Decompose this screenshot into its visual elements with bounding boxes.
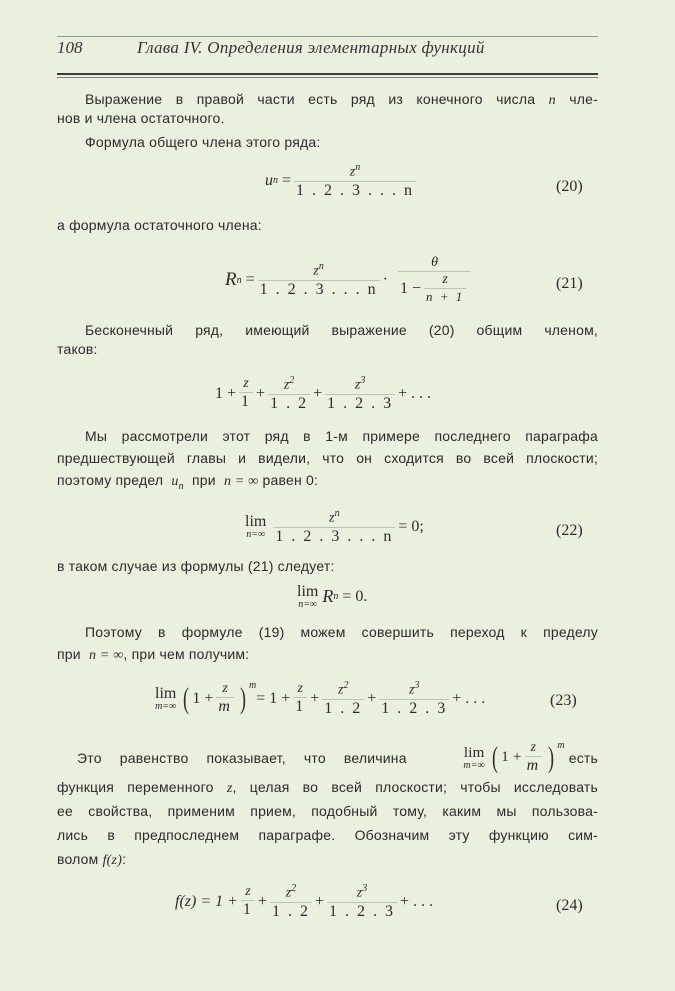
text-line: предшествующей главы и видели, что он сходится во всей плоскости; xyxy=(57,450,598,466)
text-line: в таком случае из формулы (21) следует: xyxy=(57,558,335,574)
chapter-title: Глава IV. Определения элементарных функций xyxy=(137,38,485,57)
text-line: Поэтому в формуле (19) можем совершить переход к пределу xyxy=(85,624,598,640)
equation-label: (24) xyxy=(556,897,583,914)
inline-limit: lim m=∞ ( 1 + $\frac{z}{m}$ ) $^m$ есть xyxy=(463,740,598,774)
text-line: Выражение в правой части есть ряд из конечного числа n чле- xyxy=(85,91,599,108)
header-rule-top xyxy=(57,36,598,37)
equation-label: (22) xyxy=(556,522,583,539)
text-line: волом f(z): xyxy=(57,851,127,868)
text-line: Мы рассмотрели этот ряд в 1-м примере последнего параграфа xyxy=(85,428,598,444)
equation-21: R n = $\frac{z^n}{1 . 2 . 3 . . . n}$ · θ 1 − $\frac{z}{n + 1}$ xyxy=(225,255,474,305)
text-line: Это равенство показывает, что величина lim m=∞ ( 1 + $\frac{z}{m}$ ) $^m$ есть xyxy=(77,740,598,774)
text-line: лись в предпоследнем параграфе. Обозначим эту функцию сим- xyxy=(57,827,598,843)
text-line: поэтому предел $u_n$ при n = ∞ равен 0: xyxy=(57,472,319,492)
page-number: 108 xyxy=(57,38,83,57)
text-line: а формула остаточного члена: xyxy=(57,217,262,233)
equation-23: lim m=∞ ( 1 + $\frac{z}{m}$ ) $^m$ = 1 + $\frac{z}{1}$ + $\frac{z^2}{1 . 2}$ + $\frac{z^3}{1 . 2 . 3}$ + . . . xyxy=(155,680,486,717)
text-line: функция переменного z, целая во всей плоскости; чтобы исследовать xyxy=(57,779,599,796)
text-line: ее свойства, применим прием, подобный тому, каким мы пользова- xyxy=(57,803,598,819)
header-rule-bottom xyxy=(57,73,598,75)
equation-lim-R: lim n=∞ R n = 0. xyxy=(297,583,368,610)
series-equation: 1 + $\frac{z}{1}$ + $\frac{z^2}{1 . 2}$ + $\frac{z^3}{1 . 2 . 3}$ + . . . xyxy=(215,375,432,412)
text-line: Формула общего члена этого ряда: xyxy=(85,134,321,150)
equation-24: f(z) = 1 + $\frac{z}{1}$ + $\frac{z^2}{1 . 2}$ + $\frac{z^3}{1 . 2 . 3}$ + . . . xyxy=(175,883,434,920)
equation-label: (23) xyxy=(550,692,577,709)
equation-20: u n = $\frac{z^n}{1 . 2 . 3 . . . n}$ xyxy=(265,162,415,199)
equation-label: (21) xyxy=(556,275,583,292)
text-line: таков: xyxy=(57,341,98,357)
header-rule-bottom-thin xyxy=(57,77,598,78)
equation-22: lim n=∞ $\frac{z^n}{1 . 2 . 3 . . . n}$ = 0; xyxy=(245,508,424,545)
text-line: нов и члена остаточного. xyxy=(57,110,225,126)
equation-label: (20) xyxy=(556,178,583,195)
text-line: при n = ∞, при чем получим: xyxy=(57,646,250,663)
text-line: Бесконечный ряд, имеющий выражение (20) общим членом, xyxy=(85,322,598,338)
